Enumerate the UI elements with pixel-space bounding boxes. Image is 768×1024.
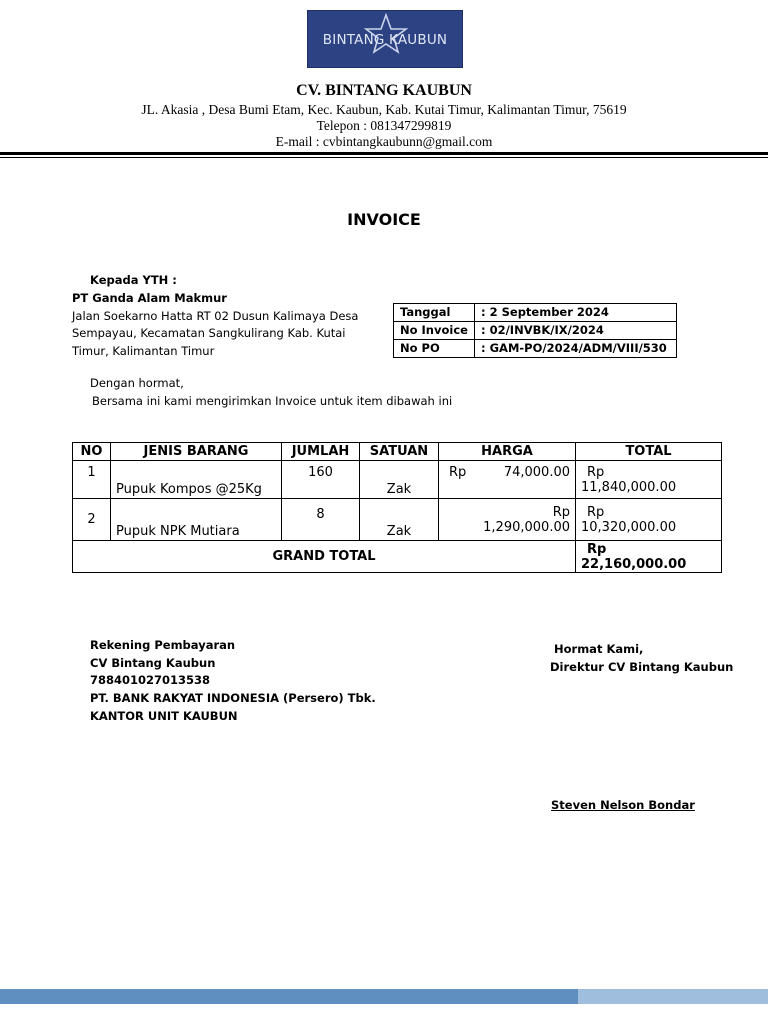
row-qty: 8 [282, 499, 360, 541]
table-row [73, 499, 722, 541]
footer-bar-light [578, 989, 768, 1004]
signature-position: Direktur CV Bintang Kaubun [550, 660, 734, 674]
total-currency: Rp [587, 464, 605, 480]
header-rule-thin [0, 157, 768, 158]
row-item: Pupuk NPK Mutiara [111, 499, 282, 541]
col-header-qty: JUMLAH [282, 443, 360, 461]
row-price [439, 499, 576, 541]
price-currency: Rp [449, 465, 467, 480]
signature-closing: Hormat Kami, [554, 642, 644, 656]
recipient-address-line2: Sempayau, Kecamatan Sangkulirang Kab. Kutai [72, 326, 346, 340]
row-item: Pupuk Kompos @25Kg [111, 461, 282, 499]
recipient-address-line1: Jalan Soekarno Hatta RT 02 Dusun Kalimaya Desa [72, 309, 359, 323]
grand-total-value: 22,160,000.00 [581, 556, 687, 572]
total-currency: Rp [587, 504, 605, 520]
grand-total-label: GRAND TOTAL [73, 541, 576, 573]
header-rule-thick [0, 152, 768, 155]
info-label: No Invoice [394, 322, 475, 340]
price-currency: Rp [552, 504, 570, 520]
row-total [576, 461, 722, 499]
recipient-address-line3: Timur, Kalimantan Timur [72, 344, 215, 358]
table-row [73, 461, 722, 499]
total-value: 10,320,000.00 [581, 519, 677, 535]
info-row-invoice [394, 322, 677, 340]
company-email: E-mail : cvbintangkaubunn@gmail.com [275, 134, 493, 149]
payment-branch: KANTOR UNIT KAUBUN [90, 709, 238, 723]
payment-account-number: 78840102701353​8 [90, 673, 211, 687]
recipient-name: PT Ganda Alam Makmur [72, 291, 227, 305]
company-name: CV. BINTANG KAUBUN [296, 82, 472, 99]
grand-total-cell [576, 541, 722, 573]
row-no: 2 [73, 499, 111, 541]
row-price [439, 461, 576, 499]
info-label: Tanggal [394, 304, 475, 322]
greeting-line2: Bersama ini kami mengirimkan Invoice untuk item dibawah ini [92, 394, 453, 408]
payment-account-name: CV Bintang Kaubun [90, 656, 216, 670]
price-value: 1,290,000.00 [483, 519, 570, 535]
row-total [576, 499, 722, 541]
company-logo [307, 10, 463, 68]
grand-total-row [73, 541, 722, 573]
footer-bar-dark [0, 989, 578, 1004]
info-value: : 2 September 2024 [475, 304, 677, 322]
col-header-total: TOTAL [576, 443, 722, 461]
document-title: INVOICE [347, 210, 421, 229]
col-header-item: JENIS BARANG [111, 443, 282, 461]
row-no: 1 [73, 461, 111, 499]
info-row-date [394, 304, 677, 322]
company-phone: Telepon : 081347299819 [316, 118, 452, 133]
col-header-price: HARGA [439, 443, 576, 461]
payment-title: Rekening Pembayaran [90, 638, 236, 652]
table-header-row [73, 443, 722, 461]
payment-bank: PT. BANK RAKYAT INDONESIA (Persero) Tbk. [90, 691, 376, 705]
recipient-label: Kepada YTH : [90, 273, 177, 287]
logo-text: BINTANG KAUBUN [322, 32, 448, 48]
grand-total-currency: Rp [587, 541, 607, 557]
row-unit: Zak [360, 499, 439, 541]
items-table [72, 442, 722, 573]
info-row-po [394, 340, 677, 358]
greeting-line1: Dengan hormat, [90, 376, 184, 390]
invoice-info-table [393, 303, 677, 358]
info-label: No PO [394, 340, 475, 358]
info-value: : 02/INVBK/IX/2024 [475, 322, 677, 340]
total-value: 11,840,000.00 [581, 479, 677, 495]
col-header-unit: SATUAN [360, 443, 439, 461]
row-qty: 160 [282, 461, 360, 499]
col-header-no: NO [73, 443, 111, 461]
price-value: 74,000.00 [503, 465, 570, 480]
row-unit: Zak [360, 461, 439, 499]
info-value: : GAM-PO/2024/ADM/VIII/530 [475, 340, 677, 358]
signature-name: Steven Nelson Bondar [551, 798, 695, 812]
company-address: JL. Akasia , Desa Bumi Etam, Kec. Kaubun, Kab. Kutai Timur, Kalimantan Timur, 75619 [141, 102, 627, 117]
